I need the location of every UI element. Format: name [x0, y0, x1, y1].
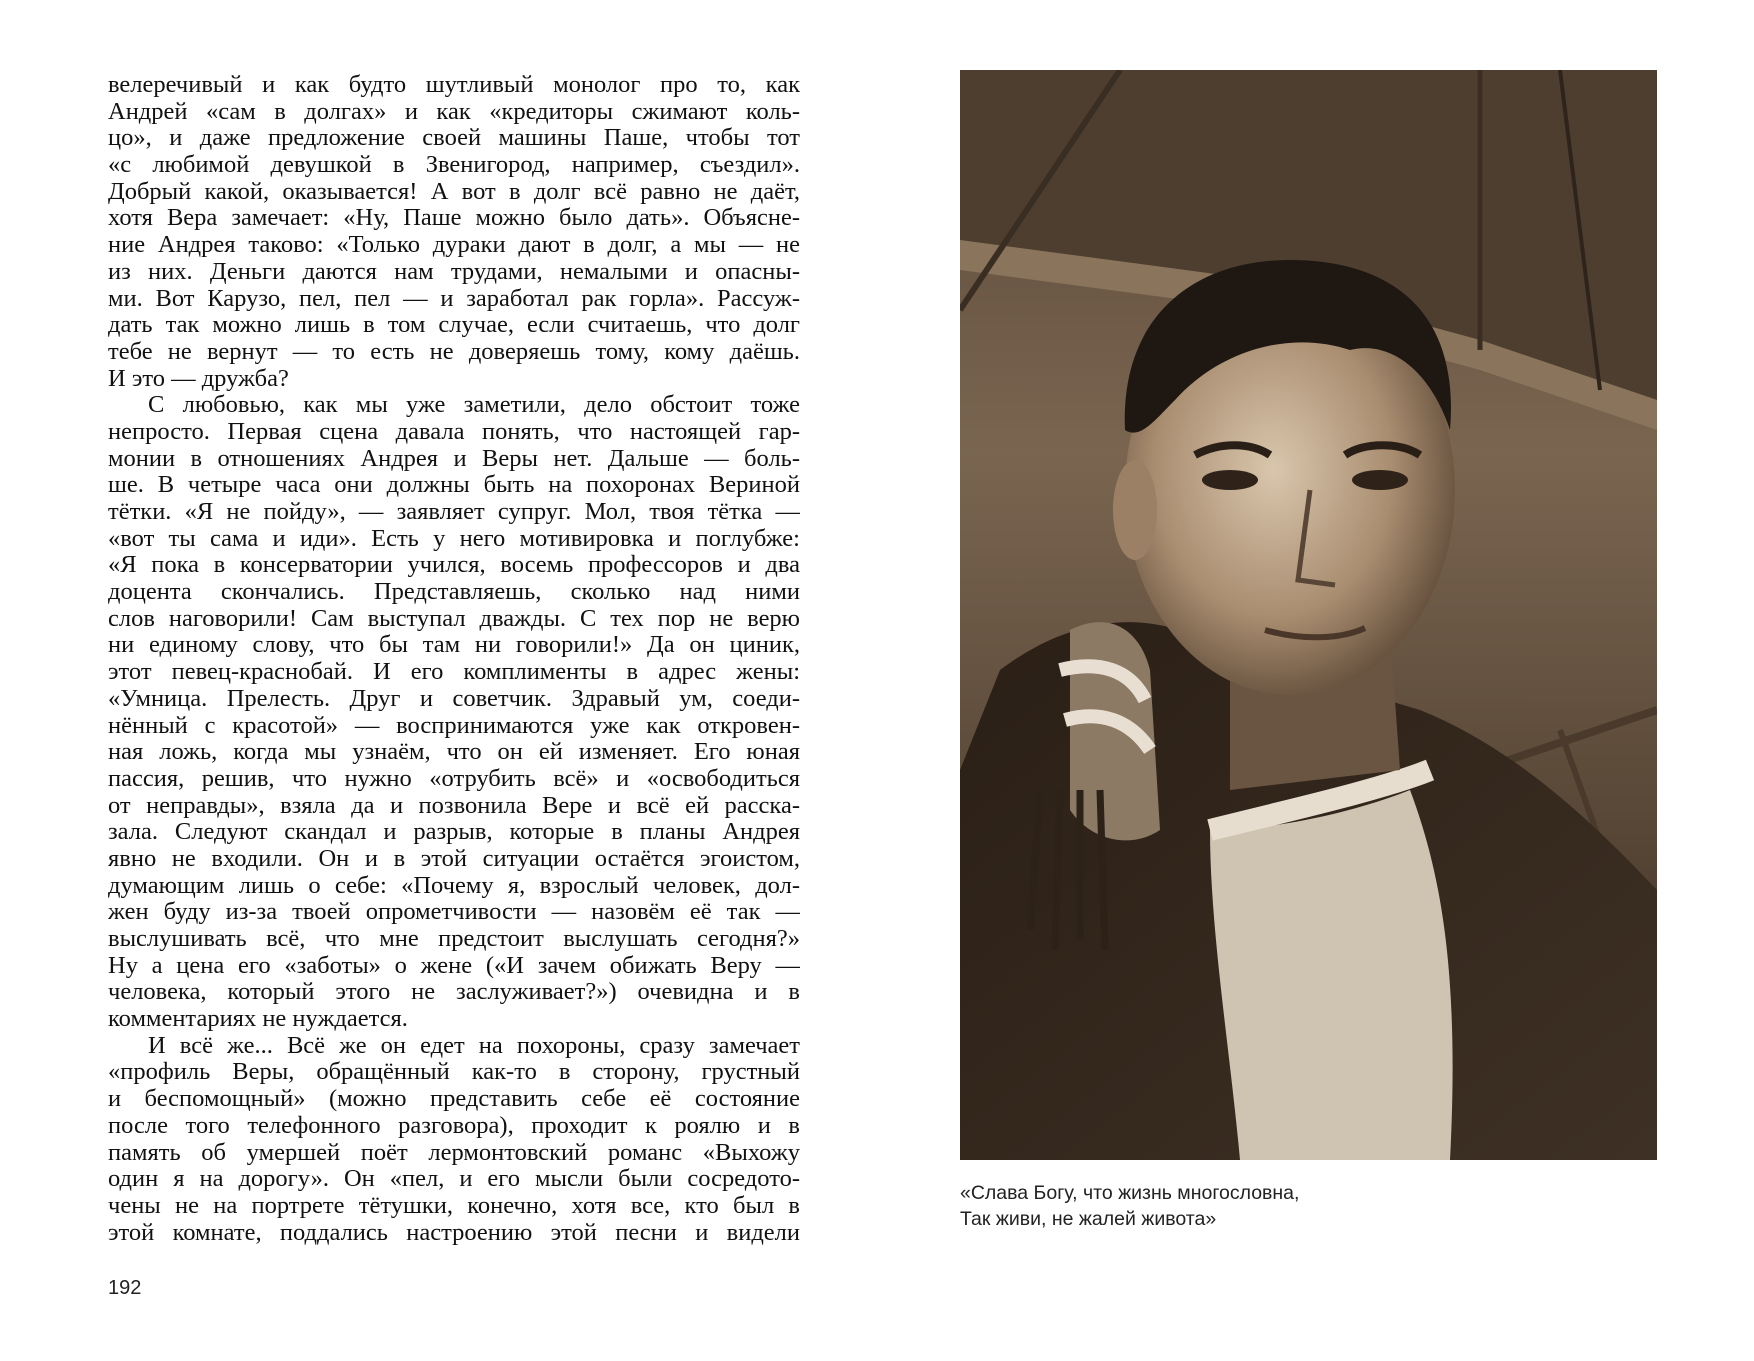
- text-line: дать так можно лишь в том случае, если считаешь, что долг: [108, 312, 800, 339]
- text-line: «Я пока в консерватории учился, восемь профессоров и два: [108, 552, 800, 579]
- portrait-photo: [960, 70, 1657, 1160]
- caption-line-2: Так живи, не жалей живота»: [960, 1208, 1217, 1230]
- text-line: монии в отношениях Андрея и Веры нет. Дальше — боль-: [108, 445, 800, 472]
- text-line: ми. Вот Карузо, пел, пел — и заработал рак горла». Рассуж-: [108, 285, 800, 312]
- text-line: и беспомощный» (можно представить себе её состояние: [108, 1086, 800, 1113]
- text-line: жен буду из-за твоей опрометчивости — назовём её так —: [108, 899, 800, 926]
- text-line: «профиль Веры, обращённый как-то в сторону, грустный: [108, 1059, 800, 1086]
- text-line: зала. Следуют скандал и разрыв, которые в планы Андрея: [108, 819, 800, 846]
- text-line: слов наговорили! Сам выступал дважды. С тех пор не верю: [108, 605, 800, 632]
- text-line: тебе не вернут — то есть не доверяешь тому, кому даёшь.: [108, 338, 800, 365]
- text-line: И это — дружба?: [108, 365, 289, 392]
- text-line: после того телефонного разговора), проходит к роялю и в: [108, 1112, 800, 1139]
- text-line: этой комнате, поддались настроению этой песни и видели: [108, 1219, 800, 1246]
- text-line: думающим лишь о себе: «Почему я, взрослый человек, дол-: [108, 872, 800, 899]
- text-line: от неправды», взяла да и позвонила Вере и всё ей расска-: [108, 792, 800, 819]
- caption-line-1: «Слава Богу, что жизнь многословна,: [960, 1182, 1300, 1204]
- text-line: выслушивать всё, что мне предстоит выслушать сегодня?»: [108, 926, 800, 952]
- text-line: тётки. «Я не пойду», — заявляет супруг. Мол, твоя тётка —: [108, 499, 800, 525]
- text-line: Ну а цена его «заботы» о жене («И зачем обижать Веру —: [108, 952, 800, 979]
- text-line: человека, который этого не заслуживает?») очевидна и в: [108, 979, 800, 1006]
- text-line: «вот ты сама и иди». Есть у него мотивировка и поглубже:: [108, 525, 800, 552]
- text-line: этот певец-краснобай. И его комплименты в адрес жены:: [108, 659, 800, 686]
- text-line: Добрый какой, оказывается! А вот в долг всё равно не даёт,: [108, 178, 800, 205]
- text-line: нённый с красотой» — воспринимаются уже как откровен-: [108, 712, 800, 739]
- text-line: И всё же... Всё же он едет на похороны, сразу замечает: [148, 1032, 800, 1059]
- text-line: цо», и даже предложение своей машины Паше, чтобы тот: [108, 125, 800, 152]
- text-line: Андрей «сам в долгах» и как «кредиторы сжимают коль-: [108, 98, 800, 125]
- text-line: один я на дорогу». Он «пел, и его мысли были сосредото-: [108, 1166, 800, 1193]
- text-line: непросто. Первая сцена давала понять, что настоящей гар-: [108, 418, 800, 445]
- text-line: ная ложь, когда мы узнаём, что он ей изменяет. Его юная: [108, 739, 800, 766]
- text-line: «с любимой девушкой в Звенигород, например, съездил».: [108, 152, 800, 179]
- text-line: доцента скончались. Представляешь, сколько над ними: [108, 579, 800, 606]
- photo-caption: [960, 1180, 1660, 1232]
- text-line: память об умершей поёт лермонтовский романс «Выхожу: [108, 1139, 800, 1166]
- text-line: С любовью, как мы уже заметили, дело обстоит тоже: [148, 392, 800, 419]
- text-line: велеречивый и как будто шутливый монолог про то, как: [108, 72, 800, 98]
- portrait-photo-drawing: [960, 70, 1657, 1160]
- page-number: 192: [108, 1277, 142, 1299]
- text-line: комментариях не нуждается.: [108, 1006, 408, 1033]
- text-line: из них. Деньги даются нам трудами, немалыми и опасны-: [108, 258, 800, 285]
- text-line: ше. В четыре часа они должны быть на похоронах Вериной: [108, 472, 800, 499]
- text-line: пассия, решив, что нужно «отрубить всё» и «освободиться: [108, 765, 800, 792]
- text-line: «Умница. Прелесть. Друг и советчик. Здравый ум, соеди-: [108, 685, 800, 712]
- text-line: ние Андрея таково: «Только дураки дают в долг, а мы — не: [108, 232, 800, 259]
- text-line: ни единому слову, что бы там ни говорили!» Да он циник,: [108, 632, 800, 659]
- text-line: хотя Вера замечает: «Ну, Паше можно было дать». Объясне-: [108, 205, 800, 232]
- text-line: явно не входили. Он и в этой ситуации остаётся эгоистом,: [108, 845, 800, 872]
- text-line: чены не на портрете тётушки, конечно, хотя все, кто был в: [108, 1192, 800, 1219]
- left-page-text: [108, 72, 800, 1246]
